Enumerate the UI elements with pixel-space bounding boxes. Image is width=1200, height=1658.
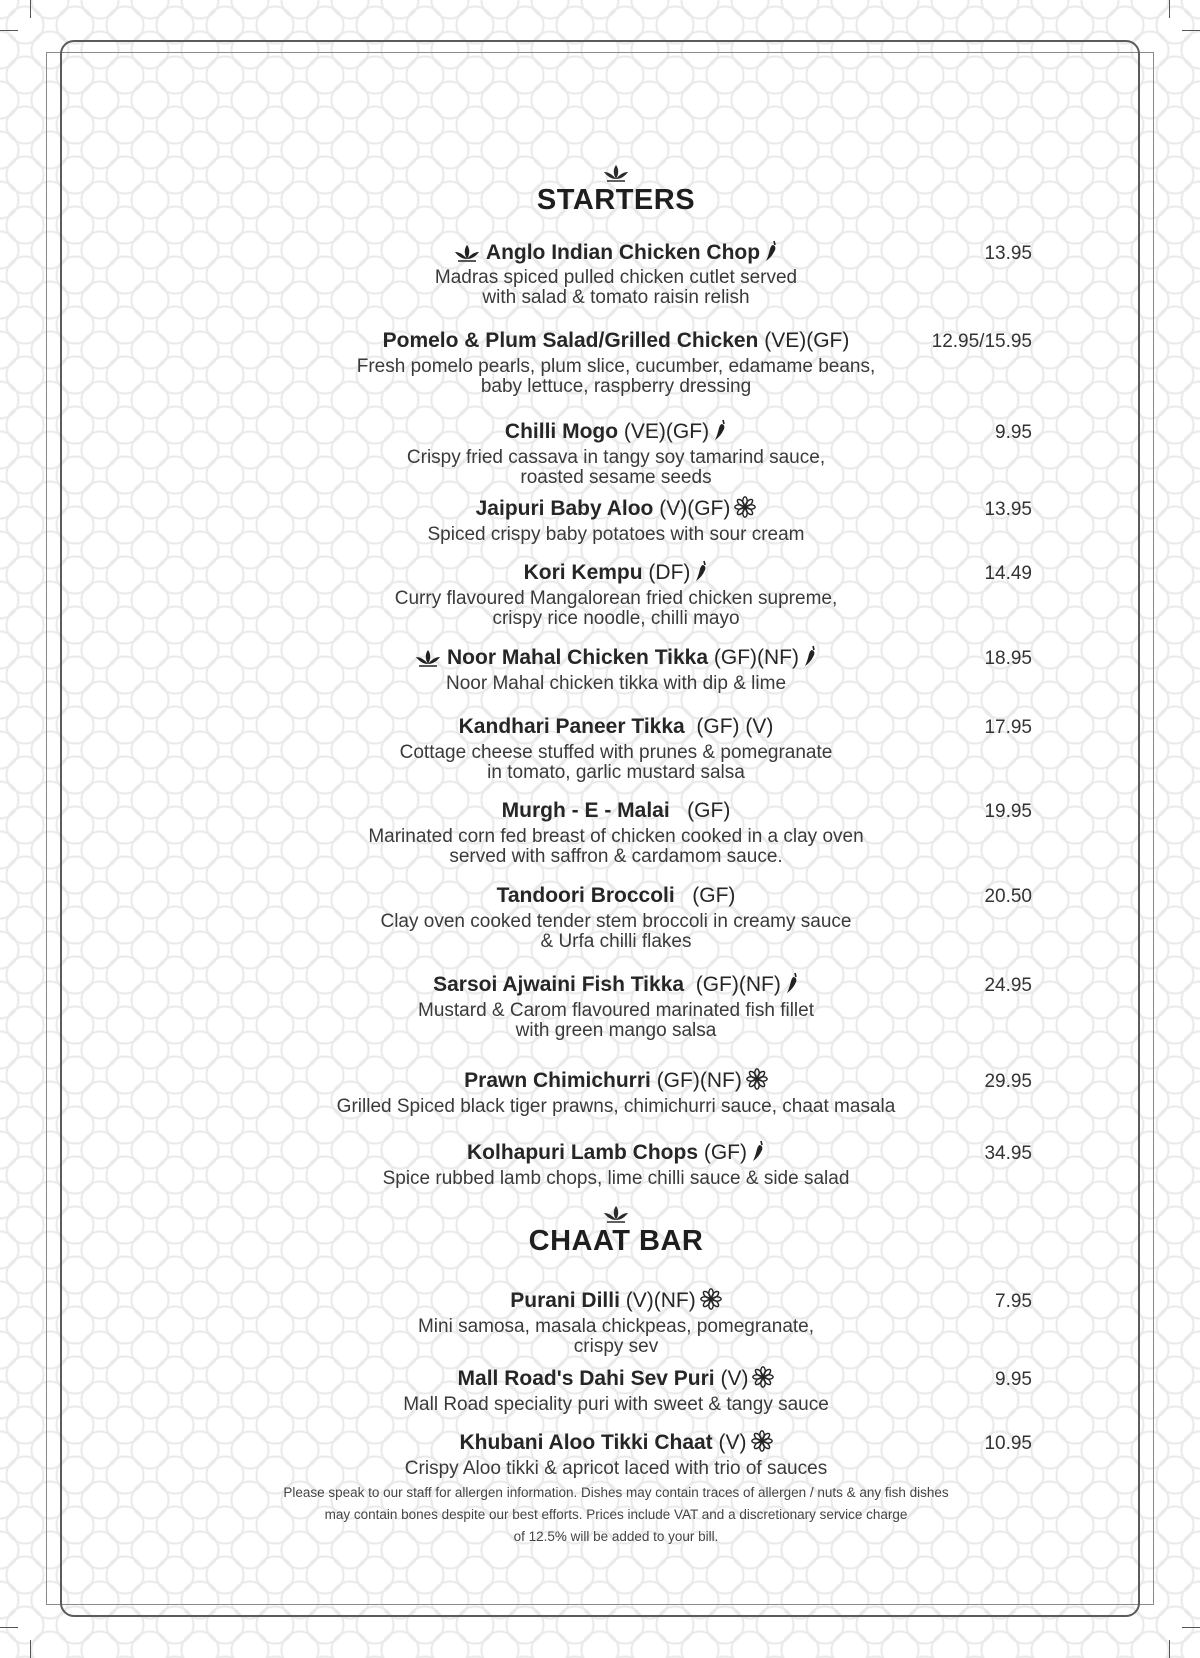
- menu-item-dietary-tags: (GF): [674, 884, 736, 907]
- menu-item-name: Kolhapuri Lamb Chops: [467, 1141, 698, 1164]
- menu-item-description: Curry flavoured Mangalorean fried chicken supreme, crispy rice noodle, chilli mayo: [394, 588, 838, 629]
- crop-mark: [30, 1640, 31, 1658]
- chaat-bar-header: [0, 1205, 1200, 1258]
- menu-item-price: 34.95: [984, 1143, 1032, 1164]
- menu-item-name: Jaipuri Baby Aloo: [475, 497, 654, 520]
- menu-item-price: 24.95: [984, 975, 1032, 996]
- menu-item-dietary-tags: (GF): [698, 1141, 747, 1164]
- menu-item-name: Pomelo & Plum Salad/Grilled Chicken: [382, 329, 759, 352]
- menu-item-description: Marinated corn fed breast of chicken cooked in a clay oven served with saffron & cardamom sauce.: [368, 826, 864, 867]
- menu-item-dietary-tags: (V): [714, 1367, 749, 1390]
- menu-item-name: Chilli Mogo: [504, 420, 619, 443]
- menu-item-price: 18.95: [984, 648, 1032, 669]
- menu-item-description: Crispy Aloo tikki & apricot laced with trio of sauces: [404, 1458, 828, 1479]
- menu-item-price: 13.95: [984, 499, 1032, 520]
- allergen-notice-line: of 12.5% will be added to your bill.: [513, 1529, 719, 1544]
- menu-item-description: Madras spiced pulled chicken cutlet served with salad & tomato raisin relish: [434, 267, 798, 308]
- allergen-notice-line: may contain bones despite our best efforts. Prices include VAT and a discretionary service charge: [324, 1507, 908, 1522]
- menu-item-name: Prawn Chimichurri: [464, 1069, 651, 1092]
- menu-item-description: Clay oven cooked tender stem broccoli in creamy sauce & Urfa chilli flakes: [380, 911, 852, 952]
- menu-item-name: Noor Mahal Chicken Tikka: [447, 646, 709, 669]
- menu-item-dietary-tags: (GF) (V): [684, 715, 774, 738]
- menu-item-dietary-tags: (VE)(GF): [618, 420, 710, 443]
- crop-mark: [1169, 1640, 1170, 1658]
- chilli-icon: [764, 240, 778, 262]
- crop-mark: [30, 0, 31, 18]
- crop-mark: [0, 30, 18, 31]
- lotus-icon: [603, 164, 629, 182]
- menu-item-dietary-tags: (VE)(GF): [758, 329, 850, 352]
- menu-item-description: Fresh pomelo pearls, plum slice, cucumber, edamame beans, baby lettuce, raspberry dressing: [356, 356, 876, 397]
- flower-icon: [751, 1430, 773, 1452]
- crop-mark: [1182, 30, 1200, 31]
- starters-header: [0, 164, 1200, 217]
- flower-icon: [734, 496, 756, 518]
- menu-item-description: Grilled Spiced black tiger prawns, chimichurri sauce, chaat masala: [336, 1096, 896, 1117]
- menu-item-price: 9.95: [995, 1369, 1032, 1390]
- menu-item-name: Mall Road's Dahi Sev Puri: [457, 1367, 715, 1390]
- menu-item-dietary-tags: (V): [712, 1431, 747, 1454]
- menu-item-price: 19.95: [984, 801, 1032, 822]
- menu-item-price: 9.95: [995, 422, 1032, 443]
- menu-item-description: Crispy fried cassava in tangy soy tamarind sauce, roasted sesame seeds: [406, 447, 826, 488]
- section-title: CHAAT BAR: [528, 1225, 704, 1257]
- allergen-notice-line: Please speak to our staff for allergen information. Dishes may contain traces of allergen / nuts & any fish dishes: [283, 1485, 949, 1500]
- menu-item-name: Kori Kempu: [523, 561, 643, 584]
- menu-item-name: Murgh - E - Malai: [501, 799, 670, 822]
- menu-item-dietary-tags: (GF)(NF): [708, 646, 799, 669]
- menu-item-price: 29.95: [984, 1071, 1032, 1092]
- menu-item-dietary-tags: (GF)(NF): [650, 1069, 742, 1092]
- allergen-notice: [0, 1482, 1200, 1548]
- lotus-icon: [454, 244, 480, 262]
- menu-item-price: 12.95/15.95: [931, 331, 1032, 352]
- menu-item-name: Sarsoi Ajwaini Fish Tikka: [433, 973, 685, 996]
- menu-item-price: 14.49: [984, 563, 1032, 584]
- menu-item-dietary-tags: (GF)(NF): [684, 973, 781, 996]
- menu-item-price: 20.50: [984, 886, 1032, 907]
- flower-icon: [746, 1068, 768, 1090]
- menu-item-dietary-tags: (V)(GF): [653, 497, 731, 520]
- menu-item-dietary-tags: (DF): [642, 561, 691, 584]
- menu-item-name: Anglo Indian Chicken Chop: [485, 241, 761, 264]
- lotus-icon: [603, 1205, 629, 1223]
- crop-mark: [1182, 1627, 1200, 1628]
- chilli-icon: [803, 645, 817, 667]
- flower-icon: [752, 1366, 774, 1388]
- menu-item-name: Kandhari Paneer Tikka: [458, 715, 685, 738]
- menu-item-description: Mini samosa, masala chickpeas, pomegranate, crispy sev: [417, 1316, 815, 1357]
- menu-item-dietary-tags: (V)(NF): [619, 1289, 696, 1312]
- flower-icon: [700, 1288, 722, 1310]
- menu-item-name: Tandoori Broccoli: [496, 884, 675, 907]
- menu-item-description: Mall Road speciality puri with sweet & tangy sauce: [403, 1394, 829, 1415]
- menu-item-price: 7.95: [995, 1291, 1032, 1312]
- menu-item-price: 13.95: [984, 243, 1032, 264]
- menu-item-description: Mustard & Carom flavoured marinated fish fillet with green mango salsa: [418, 1000, 814, 1041]
- menu-item-description: Noor Mahal chicken tikka with dip & lime: [445, 673, 787, 694]
- chilli-icon: [751, 1140, 765, 1162]
- menu-item-name: Purani Dilli: [510, 1289, 620, 1312]
- menu-item-price: 17.95: [984, 717, 1032, 738]
- menu-item-description: Spice rubbed lamb chops, lime chilli sauce & side salad: [382, 1168, 850, 1189]
- menu-item-price: 10.95: [984, 1433, 1032, 1454]
- menu-item-description: Cottage cheese stuffed with prunes & pomegranate in tomato, garlic mustard salsa: [399, 742, 833, 783]
- chilli-icon: [785, 972, 799, 994]
- menu-item-dietary-tags: (GF): [669, 799, 731, 822]
- menu-item-name: Khubani Aloo Tikki Chaat: [459, 1431, 713, 1454]
- section-title: STARTERS: [536, 184, 696, 216]
- crop-mark: [1169, 0, 1170, 18]
- lotus-icon: [415, 649, 441, 667]
- menu-item-description: Spiced crispy baby potatoes with sour cream: [427, 524, 805, 545]
- chilli-icon: [713, 419, 727, 441]
- crop-mark: [0, 1627, 18, 1628]
- chilli-icon: [694, 560, 708, 582]
